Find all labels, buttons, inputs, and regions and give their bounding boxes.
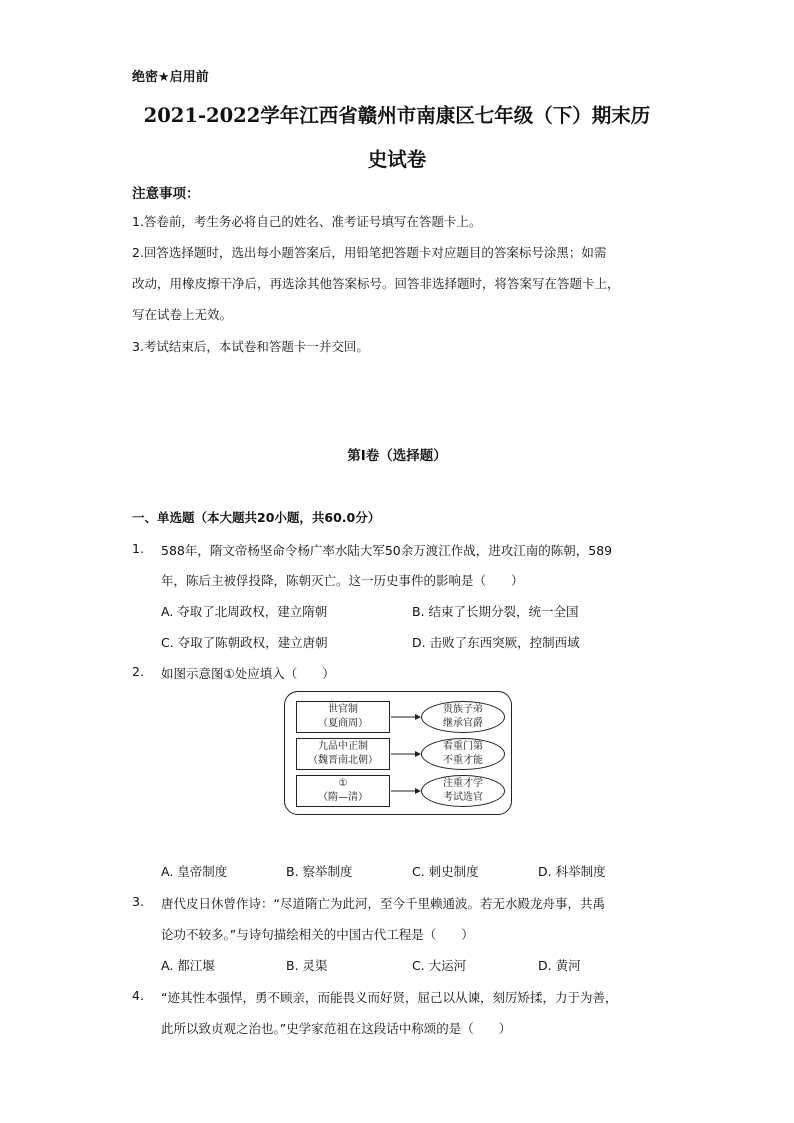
question-3-line1: 唐代皮日休曾作诗：“尽道隋亡为此河，至今千里赖通波。若无水殿龙舟事，共禹: [161, 896, 605, 911]
diagram-oval-1: [421, 701, 505, 733]
question-3-number: 3.: [132, 894, 144, 909]
diagram-box-3: [296, 775, 390, 807]
question-1-number: 1.: [132, 541, 144, 556]
arrow-right-icon: [391, 749, 421, 759]
diagram-box-2: [296, 738, 390, 770]
question-1-option-a: A. 夺取了北周政权，建立隋朝: [161, 604, 328, 619]
question-4-number: 4.: [132, 988, 144, 1003]
question-2-option-d: D. 科举制度: [538, 864, 606, 879]
official-selection-diagram: [284, 691, 512, 815]
diagram-box-1-line1: 世官制: [328, 704, 358, 715]
note-item-1: 1.答卷前，考生务必将自己的姓名、准考证号填写在答题卡上。: [132, 214, 482, 229]
diagram-box-3-line2: （隋—清）: [318, 792, 368, 803]
question-2-number: 2.: [132, 664, 144, 679]
diagram-oval-2: [421, 738, 505, 770]
question-3-option-c: C. 大运河: [412, 958, 467, 973]
secret-mark: 绝密★启用前: [132, 70, 209, 85]
diagram-box-2-line2: （魏晋南北朝）: [308, 755, 378, 766]
diagram-box-2-line1: 九品中正制: [318, 741, 368, 752]
diagram-box-1: [296, 701, 390, 733]
question-4-line1: “迹其性本强悍，勇不顾亲，而能畏义而好贤，屈己以从谏，刻厉矫揉，力于为善，: [161, 990, 618, 1005]
diagram-oval-3: [421, 775, 505, 807]
question-2-option-a: A. 皇帝制度: [161, 864, 228, 879]
part-title: 一、单选题（本大题共20小题，共60.0分）: [132, 510, 381, 525]
question-1-option-d: D. 击败了东西突厥，控制西域: [412, 635, 580, 650]
diagram-oval-3-line1: 注重才学: [443, 778, 483, 789]
question-3-option-a: A. 都江堰: [161, 958, 215, 973]
question-2-option-b: B. 察举制度: [286, 864, 353, 879]
diagram-box-3-line1: ①: [338, 778, 348, 789]
diagram-oval-1-line1: 贵族子弟: [443, 704, 483, 715]
diagram-oval-1-line2: 继承官爵: [443, 718, 483, 729]
question-3-option-d: D. 黄河: [538, 958, 581, 973]
question-2-option-c: C. 刺史制度: [412, 864, 479, 879]
note-item-2-line1: 2.回答选择题时，选出每小题答案后，用铅笔把答题卡对应题目的答案标号涂黑；如需: [132, 245, 607, 260]
section-title: 第I卷（选择题）: [347, 448, 447, 464]
exam-title-line1: 2021-2022学年江西省赣州市南康区七年级（下）期末历: [143, 104, 651, 127]
question-1-line2: 年，陈后主被俘投降，陈朝灭亡。这一历史事件的影响是（ ）: [161, 573, 524, 588]
diagram-box-1-line2: （夏商周）: [318, 718, 368, 729]
diagram-oval-3-line2: 考试选官: [443, 792, 483, 803]
question-1-line1: 588年，隋文帝杨坚命令杨广率水陆大军50余万渡江作战，进攻江南的陈朝，589: [161, 543, 613, 558]
question-3-line2: 论功不较多。”与诗句描绘相关的中国古代工程是（ ）: [161, 927, 474, 942]
question-2-line1: 如图示意图①处应填入（ ）: [161, 666, 335, 681]
notes-heading: 注意事项：: [132, 186, 200, 202]
arrow-right-icon: [391, 786, 421, 796]
exam-title-line2: 史试卷: [367, 148, 427, 171]
question-4-line2: 此所以致贞观之治也。”史学家范祖在这段话中称颂的是（ ）: [161, 1021, 512, 1036]
note-item-2-line3: 写在试卷上无效。: [132, 307, 233, 322]
diagram-oval-2-line2: 不重才能: [443, 755, 483, 766]
question-1-option-c: C. 夺取了陈朝政权，建立唐朝: [161, 635, 328, 650]
arrow-right-icon: [391, 712, 421, 722]
note-item-2-line2: 改动，用橡皮擦干净后，再选涂其他答案标号。回答非选择题时，将答案写在答题卡上，: [132, 276, 620, 291]
question-3-option-b: B. 灵渠: [286, 958, 328, 973]
question-1-option-b: B. 结束了长期分裂，统一全国: [412, 604, 579, 619]
note-item-3: 3.考试结束后，本试卷和答题卡一并交回。: [132, 339, 369, 354]
diagram-oval-2-line1: 看重门第: [443, 741, 483, 752]
